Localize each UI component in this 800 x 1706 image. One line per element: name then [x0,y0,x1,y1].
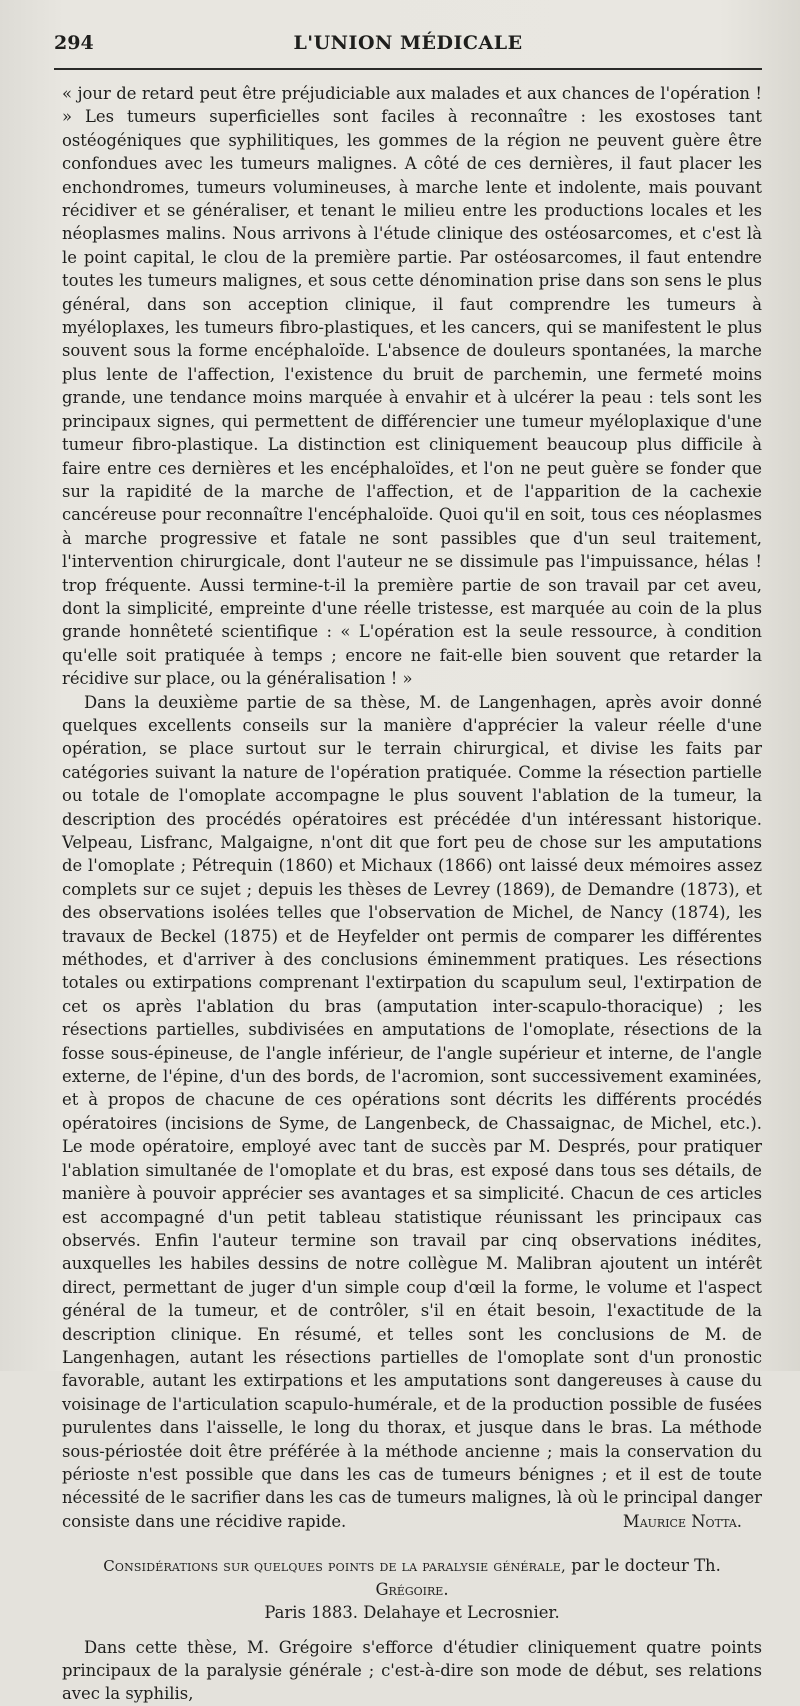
review-opening-paragraph: Dans cette thèse, M. Grégoire s'efforce d'étudier cliniquement quatre points principaux de la paralysie générale ; c'est-à-dire son mode de début, ses relations avec la syphilis, [62,1637,762,1704]
page-header [54,30,762,60]
article-paragraph-1: « jour de retard peut être préjudiciable aux malades et aux chances de l'opération ! » Les tumeurs superficielles sont faciles à reconnaître : les exostoses tant ostéogéniques que syphilitiques, les gommes de la région ne peuvent guère être confondues avec les tumeurs malignes. A côté de ces dernières, il faut placer les enchondromes, tumeurs volumineuses, à marche lente et indolente, mais pouvant récidiver et se généraliser, et tenant le milieu entre les productions locales et les néoplasmes malins. Nous arrivons à l'étude clinique des ostéosarcomes, et c'est là le point capital, le clou de la première partie. Par ostéosarcomes, il faut entendre toutes les tumeurs malignes, et sous cette dénomination prise dans son sens le plus général, dans son acception clinique, il faut comprendre les tumeurs à myéloplaxes, les tumeurs fibro-plastiques, et les cancers, qui se manifestent le plus souvent sous la forme encéphaloïde. L'absence de douleurs spontanées, la marche plus lente de l'affection, l'existence du bruit de parchemin, une fermeté moins grande, une tendance moins marquée à envahir et à ulcérer la peau : tels sont les principaux signes, qui permettent de différencier une tumeur myéloplaxique d'une tumeur fibro-plastique. La distinction est cliniquement beaucoup plus difficile à faire entre ces dernières et les encéphaloïdes, et l'on ne peut guère se fonder que sur la rapidité de la marche de l'affection, et de l'apparition de la cachexie cancéreuse pour reconnaître l'encéphaloïde. Quoi qu'il en soit, tous ces néoplasmes à marche progressive et fatale ne sont passibles que d'un seul traitement, l'intervention chirurgicale, dont l'auteur ne se dissimule pas l'impuissance, hélas ! trop fréquente. Aussi termine-t-il la première partie de son travail par cet aveu, dont la simplicité, empreinte d'une réelle tristesse, est marquée au coin de la plus grande honnêteté scientifique : « L'opération est la seule ressource, à condition qu'elle soit pratiquée à temps ; encore ne fait-elle bien souvent que retarder la récidive sur place, ou la généralisation ! » [62,84,762,689]
review-author: Grégoire. [375,1579,449,1599]
review-title: Considérations sur quelques points de la paralysie générale, [103,1556,566,1575]
section-separator [62,1534,762,1554]
running-title: L'UNION MÉDICALE [293,32,523,54]
article-paragraph-2: Dans la deuxième partie de sa thèse, M. de Langenhagen, après avoir donné quelques excellents conseils sur la manière d'apprécier la valeur réelle d'une opération, se place surtout sur le terrain chirurgical, et divise les faits par catégories suivant la nature de l'opération pratiquée. Comme la résection partielle ou totale de l'omoplate accompagne le plus souvent l'ablation de la tumeur, la description des procédés opératoires est précédée d'un intéressant historique. Velpeau, Lisfranc, Malgaigne, n'ont dit que fort peu de chose sur les amputations de l'omoplate ; Pétrequin (1860) et Michaux (1866) ont laissé deux mémoires assez complets sur ce sujet ; depuis les thèses de Levrey (1869), de Demandre (1873), et des observations isolées telles que l'observation de Michel, de Nancy (1874), les travaux de Beckel (1875) et de Heyfelder ont permis de comparer les différentes méthodes, et d'arriver à des conclusions éminemment pratiques. Les résections totales ou extirpations comprenant l'extirpation du scapulum seul, l'extirpation de cet os après l'ablation du bras (amputation inter-scapulo-thoracique) ; les résections partielles, subdivisées en amputations de l'omoplate, résections de la fosse sous-épineuse, de l'angle inférieur, de l'angle supérieur et interne, de l'angle externe, de l'épine, d'un des bords, de l'acromion, sont successivement examinées, et à propos de chacune de ces opérations sont décrits les différents procédés opératoires (incisions de Syme, de Langenbeck, de Chassaignac, de Michel, etc.). Le mode opératoire, employé avec tant de succès par M. Després, pour pratiquer l'ablation simultanée de l'omoplate et du bras, est exposé dans tous ses détails, de manière à pouvoir apprécier ses avantages et sa simplicité. Chacun de ces articles est accompagné d'un petit tableau statistique réunissant les principaux cas observés. Enfin l'auteur termine son travail par cinq observations inédites, auxquelles les habiles dessins de notre collègue M. Malibran ajoutent un intérêt direct, permettant de juger d'un simple coup d'œil la forme, le volume et l'aspect général de la tumeur, et de contrôler, s'il en était besoin, l'exactitude de la description clinique. En résumé, et telles sont les conclusions de M. de Langenhagen, autant les résections partielles de l'omoplate sont d'un pronostic favorable, autant les extirpations et les amputations sont dangereuses à cause du voisinage de l'articulation scapulo-humérale, et de la production possible de fusées purulentes dans l'aisselle, le long du thorax, et jusque dans le bras. La méthode sous-périostée doit être préférée à la méthode ancienne ; mais la conservation du périoste n'est possible que dans les cas de tumeurs bénignes ; et il est de toute nécessité de le sacrifier dans les cas de tumeurs malignes, là où le principal danger consiste dans une récidive rapide. [62,692,762,1531]
header-rule [54,68,762,70]
review-body [62,1636,762,1706]
review-publication: Paris 1883. Delahaye et Lecrosnier. [264,1602,560,1622]
page-number: 294 [54,32,94,54]
review-by: par le docteur Th. [571,1555,721,1575]
signature-name: Maurice Notta. [622,1512,742,1532]
article-body [62,82,762,1534]
review-heading [62,1554,762,1624]
